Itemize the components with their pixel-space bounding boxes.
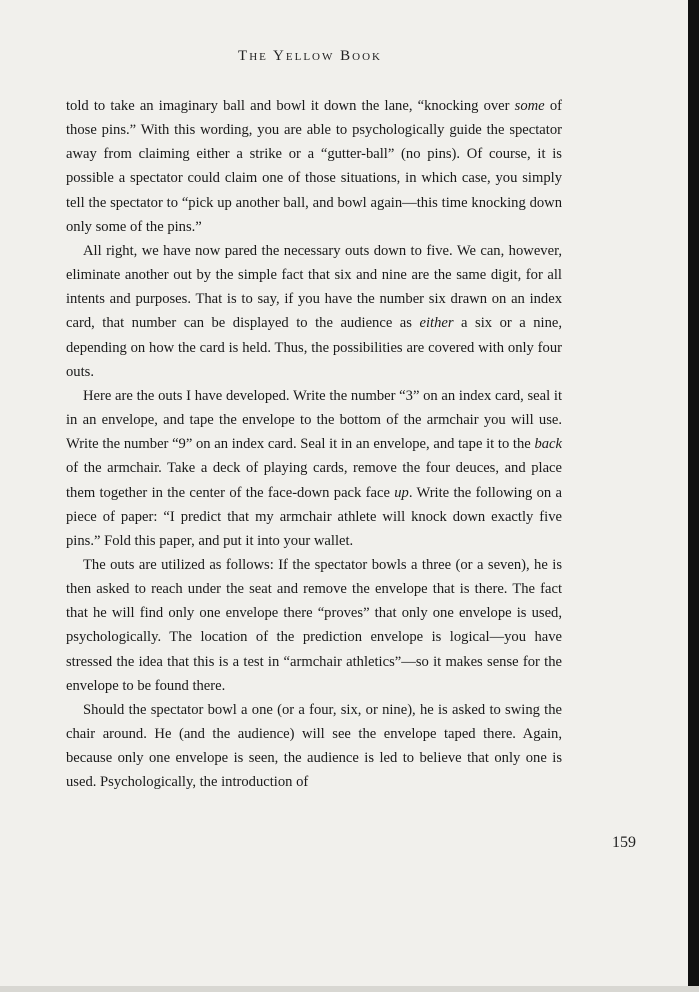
italic-text: either: [419, 315, 454, 332]
page-bottom-edge: [0, 986, 699, 992]
paragraph: [66, 94, 562, 239]
text-run: Should the spectator bowl a one (or a four, six, or nine), he is asked to swing the chair around. He (and the audience) will see the envelope taped there. Again, because only one envelope is seen, the audience is led to believe that only one is used. Psychologically, the introduction of: [66, 701, 562, 791]
paragraph: [66, 698, 562, 795]
text-run: Here are the outs I have developed. Write the number “3” on an index card, seal it in an envelope, and tape the envelope to the bottom of the armchair you will use. Write the number “9” on an index card. Seal it in an envelope, and tape it to the: [66, 387, 562, 453]
text-run: The outs are utilized as follows: If the spectator bowls a three (or a seven), he is then asked to reach under the seat and remove the envelope that is there. The fact that he will find only one envelope there “proves” that only one envelope is used, psychologically. The location of the prediction envelope is logical—you have stressed the idea that this is a test in “armchair athletics”—so it makes sense for the envelope to be found there.: [66, 556, 562, 694]
running-head: The Yellow Book: [238, 48, 382, 64]
italic-text: some: [514, 98, 545, 114]
italic-text: back: [534, 436, 562, 453]
body-text: [66, 94, 562, 795]
paragraph: [66, 384, 562, 553]
paragraph: [66, 553, 562, 698]
page-number: 159: [612, 834, 636, 851]
italic-text: up: [394, 484, 409, 501]
text-run: . Write the following on a piece of paper: “I predict that my armchair athlete will knock down exactly five pins.” Fold this paper, and put it into your wallet.: [66, 484, 562, 549]
text-run: told to take an imaginary ball and bowl it down the lane, “knocking over: [66, 98, 515, 114]
text-run: All right, we have now pared the necessary outs down to five. We can, however, eliminate another out by the simple fact that six and nine are the same digit, for all intents and purposes. That is to say, if you have the number six drawn on an index card, that number can be displayed to the audience as: [66, 242, 562, 332]
paragraph: [66, 239, 562, 384]
text-run: of those pins.” With this wording, you are able to psychologically guide the spectator away from claiming either a strike or a “gutter-ball” (no pins). Of course, it is possible a spectator could claim one of those situations, in which case, you simply tell the spectator to “pick up another ball, and bowl again—this time knocking down only some of the pins.”: [66, 98, 562, 235]
text-run: a six or a nine, depending on how the card is held. Thus, the possibilities are covered with only four outs.: [66, 315, 562, 380]
page-edge-shadow: [688, 0, 699, 992]
text-run: of the armchair. Take a deck of playing cards, remove the four deuces, and place them together in the center of the face-down pack face: [66, 460, 562, 501]
